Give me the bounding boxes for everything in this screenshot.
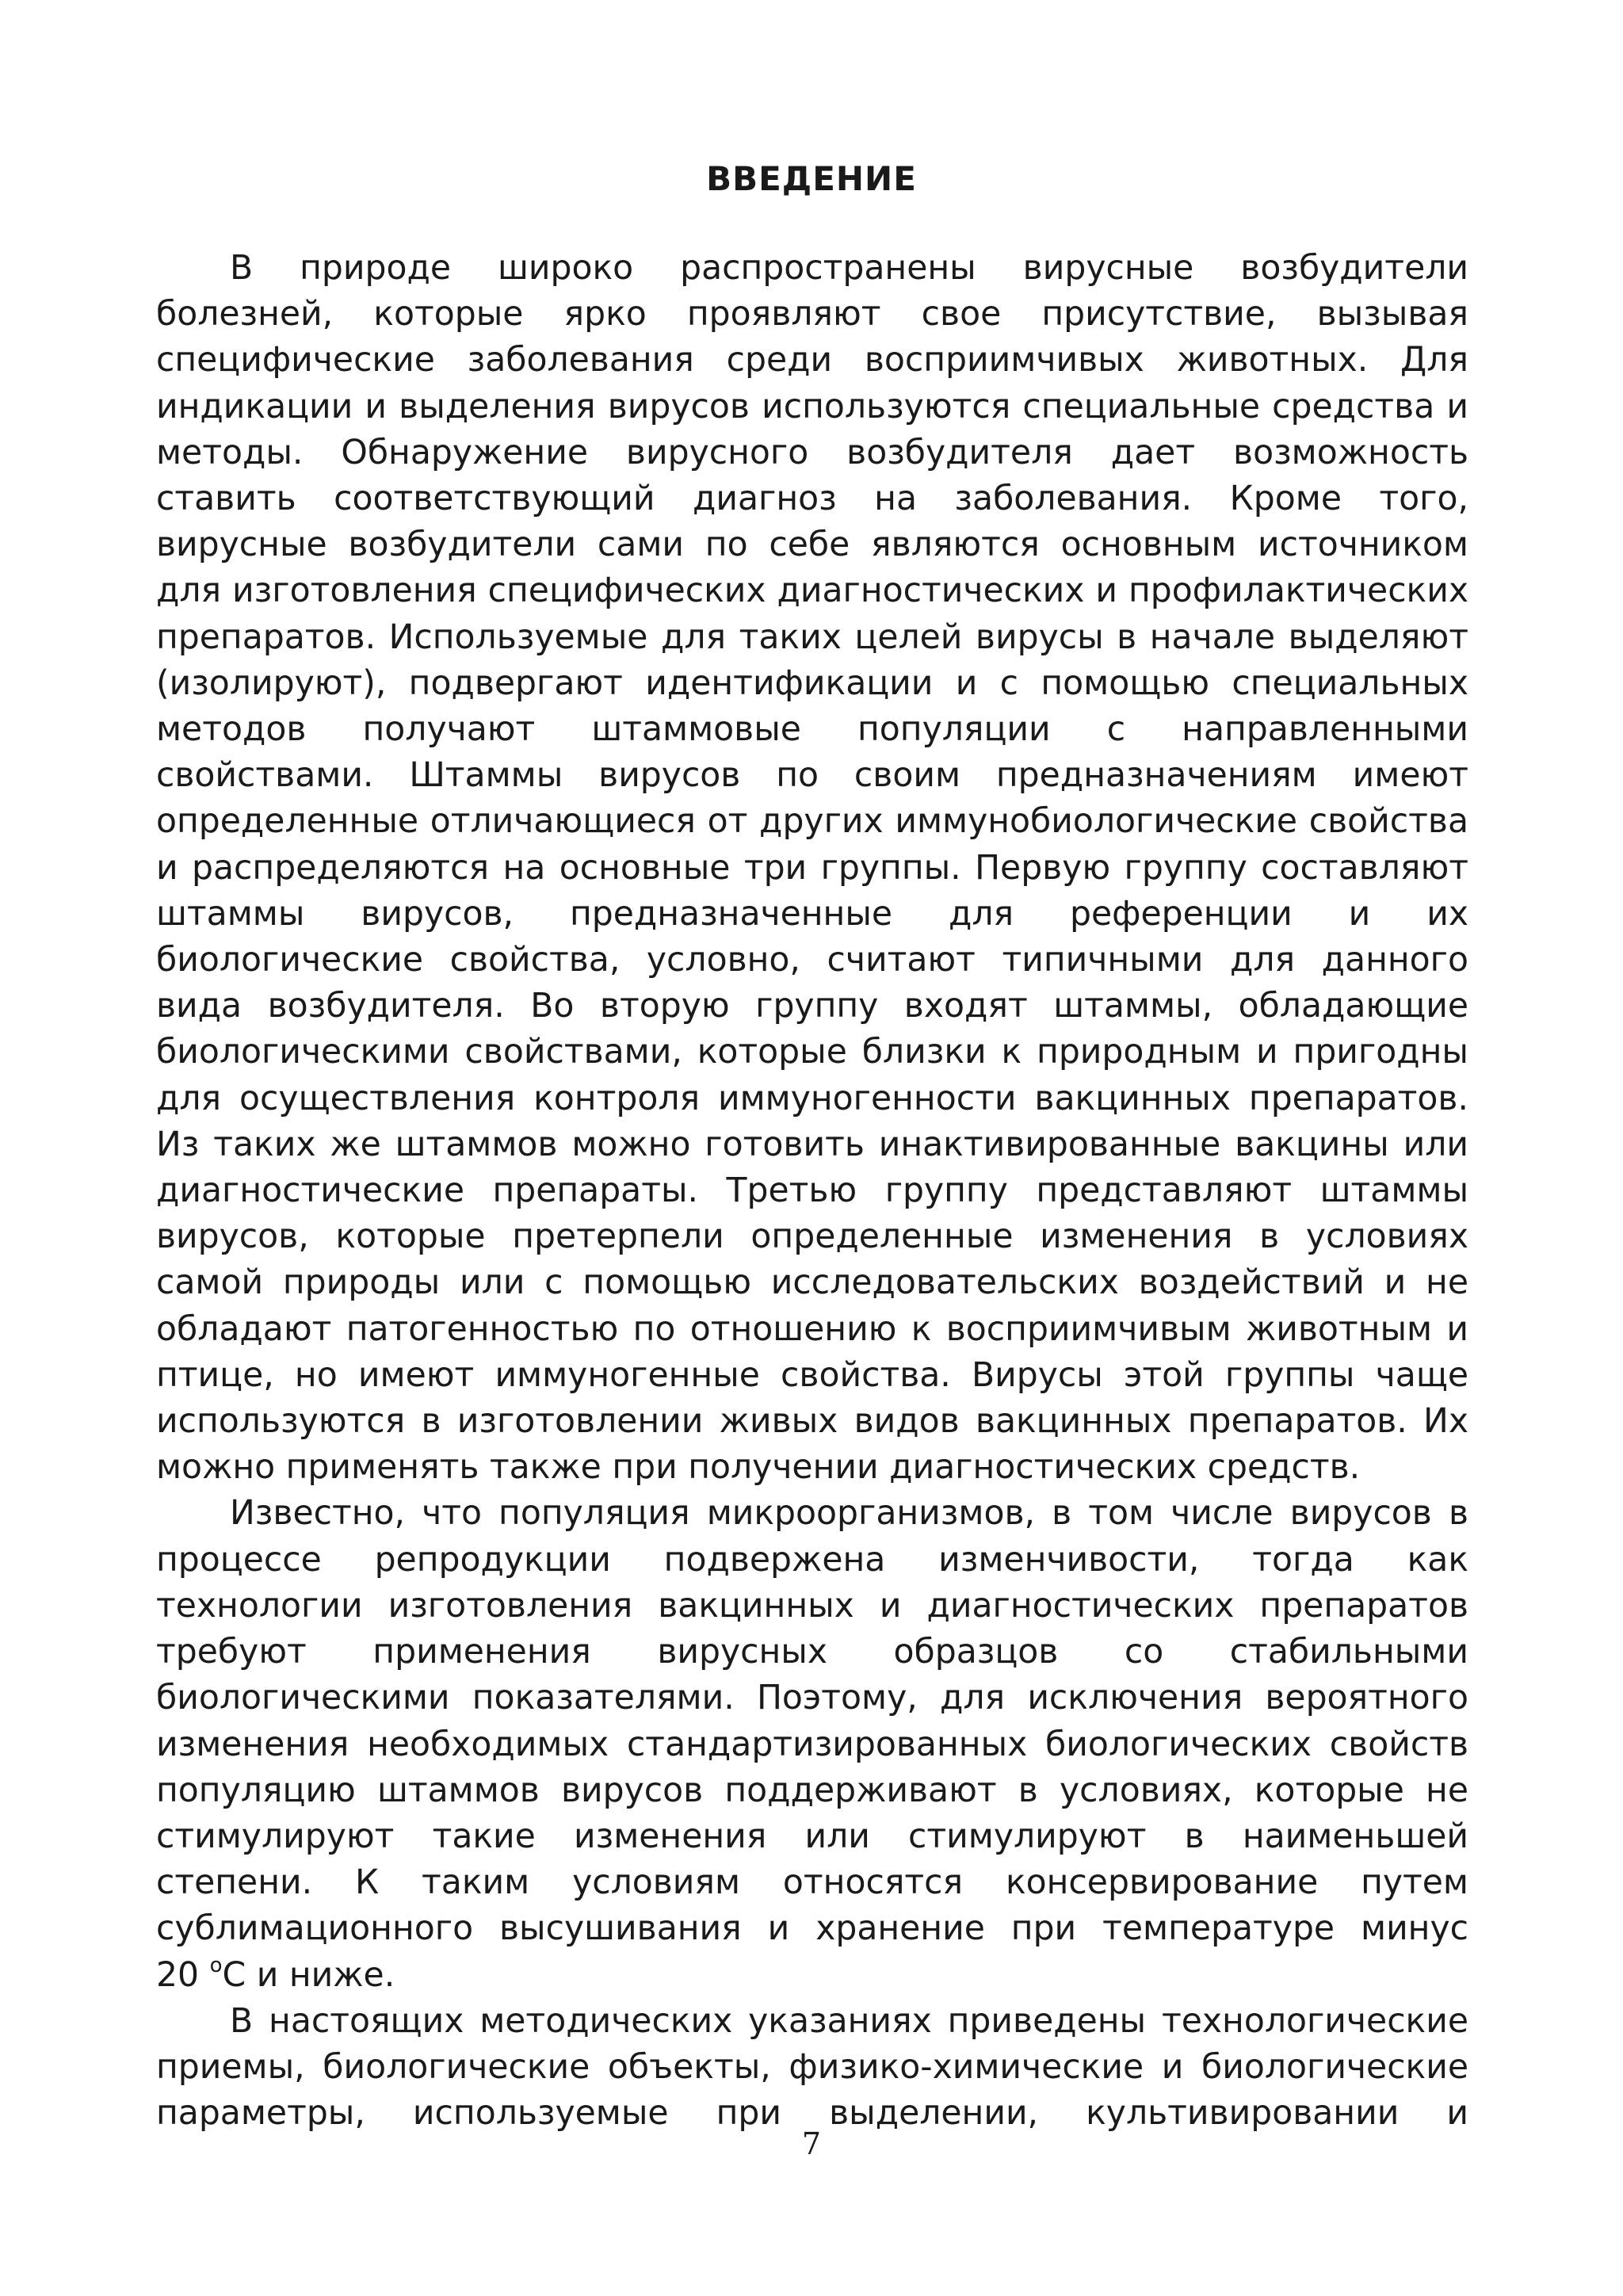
temperature-tail: С и ниже. — [222, 1955, 395, 1995]
page-title: ВВЕДЕНИЕ — [706, 159, 917, 198]
paragraph-variability — [156, 1491, 1468, 1998]
paragraph-variability-text: Известно, что популяция микроорганизмов, в том числе вирусов в процессе репродукции подвержена изменчивости, тогда как технологии изготовления вакцинных и диагностических препаратов требуют применения вирусных образцов со стабильными биологическими показателями. Поэтому, для исключения вероятного изменения необходимых стандартизированных биологических свойств популяцию штаммов вирусов поддерживают в условиях, которые не стимулируют такие изменения или стимулируют в наименьшей степени. К таким условиям относятся консервирование путем сублимационного высушивания и хранение при температуре минус 20 — [156, 1494, 1468, 1995]
paragraph-intro: В природе широко распространены вирусные возбудители болезней, которые ярко проявляют свое присутствие, вызывая специфические заболевания среди восприимчивых животных. Для индикации и выделения вирусов используются специальные средства и методы. Обнаружение вирусного возбудителя дает возможность ставить соответствующий диагноз на заболевания. Кроме того, вирусные возбудители сами по себе являются основным источником для изготовления специфических диагностических и профилактических препаратов. Используемые для таких целей вирусы в начале выделяют (изолируют), подвергают идентификации и с помощью специальных методов получают штаммовые популяции с направленными свойствами. Штаммы вирусов по своим предназначениям имеют определенные отличающиеся от других иммунобиологические свойства и распределяются на основные три группы. Первую группу составляют штаммы вирусов, предназначенные для референции и их биологические свойства, условно, считают типичными для данного вида возбудителя. Во вторую группу входят штаммы, обладающие биологическими свойствами, которые близки к природным и пригодны для осуществления контроля иммуногенности вакцинных препаратов. Из таких же штаммов можно готовить инактивированные вакцины или диагностические препараты. Третью группу представляют штаммы вирусов, которые претерпели определенные изменения в условиях самой природы или с помощью исследовательских воздействий и не обладают патогенностью по отношению к восприимчивым животным и птице, но имеют иммуногенные свойства. Вирусы этой группы чаще используются в изготовлении живых видов вакцинных препаратов. Их можно применять также при получении диагностических средств. — [156, 249, 1468, 1488]
paragraph-guidelines: В настоящих методических указаниях приведены технологические приемы, биологические объекты, физико-химические и биологические параметры, используемые при выделении, культивировании и — [156, 2001, 1468, 2134]
page-number: 7 — [801, 2126, 822, 2161]
degree-sign: о — [209, 1953, 223, 1977]
body-text — [156, 246, 1468, 2137]
